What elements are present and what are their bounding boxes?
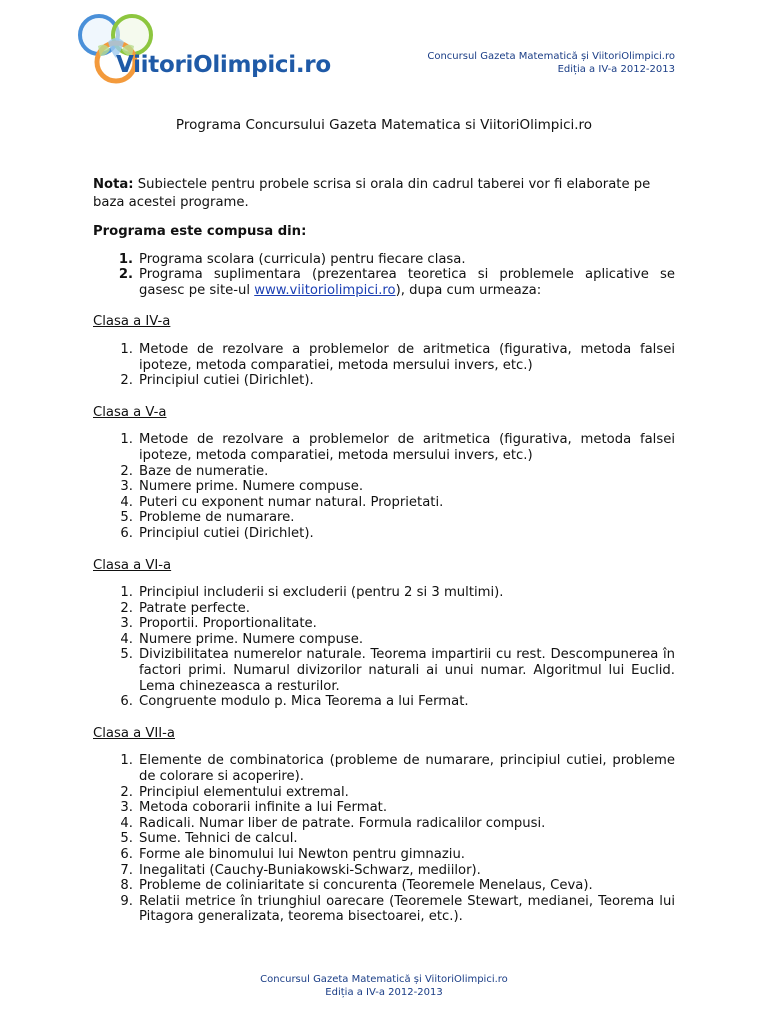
nota-label: Nota: xyxy=(93,177,134,192)
list-item-number: 6. xyxy=(120,694,133,710)
list-item xyxy=(93,526,675,542)
header-line-1: Concursul Gazeta Matematică și ViitoriOlimpici.ro xyxy=(427,51,675,62)
main-item-text: Programa scolara (curricula) pentru fiecare clasa. xyxy=(139,251,466,267)
list-item xyxy=(93,495,675,511)
section-list xyxy=(93,585,675,710)
list-item-text: Principiul elementului extremal. xyxy=(139,784,349,800)
list-item-text: Divizibilitatea numerelor naturale. Teorema impartirii cu rest. Descompunerea în factori primi. Numarul divizorilor naturali ai unui numar. Algoritmul lui Euclid. Lema chinezeasca a resturilor. xyxy=(139,647,675,694)
list-item-text: Metode de rezolvare a problemelor de aritmetica (figurativa, metoda falsei ipoteze, metoda comparatiei, metoda mersului invers, etc.) xyxy=(139,432,675,463)
list-item-text: Proportii. Proportionalitate. xyxy=(139,616,317,632)
list-item xyxy=(93,373,675,389)
list-item-number: 3. xyxy=(120,800,133,816)
list-item-number: 2. xyxy=(120,463,133,479)
page-header xyxy=(427,50,675,76)
list-item-number: 8. xyxy=(120,878,133,894)
list-item xyxy=(93,342,675,373)
list-item-text: Sume. Tehnici de calcul. xyxy=(139,831,298,847)
list-item-number: 1. xyxy=(120,585,133,601)
section-list xyxy=(93,342,675,389)
list-item-text: Metode de rezolvare a problemelor de aritmetica (figurativa, metoda falsei ipoteze, metoda comparatiei, metoda mersului invers, etc.) xyxy=(139,341,675,373)
list-item xyxy=(93,464,675,480)
intro-heading: Programa este compusa din: xyxy=(93,224,307,239)
list-item-text: Forme ale binomului lui Newton pentru gimnaziu. xyxy=(139,847,465,862)
list-item-number: 1. xyxy=(120,341,133,357)
list-item-number: 3. xyxy=(120,616,133,632)
list-item-number: 9. xyxy=(120,893,133,909)
list-item xyxy=(93,694,675,710)
section-title: Clasa a IV-a xyxy=(93,314,171,330)
logo-text: ViitoriOlimpici.ro xyxy=(116,52,331,78)
main-item-text-tail: ), dupa cum urmeaza: xyxy=(395,282,542,298)
list-item xyxy=(93,616,675,632)
list-item-text: Patrate perfecte. xyxy=(139,600,250,616)
list-item xyxy=(93,894,675,925)
footer-line-1: Concursul Gazeta Matematică și ViitoriOlimpici.ro xyxy=(260,974,508,985)
list-item-number: 2. xyxy=(120,784,133,800)
page-footer xyxy=(0,973,768,999)
page-title: Programa Concursului Gazeta Matematica si ViitoriOlimpici.ro xyxy=(175,117,593,133)
list-item-number: 3. xyxy=(120,479,133,495)
main-list-item xyxy=(93,267,675,298)
list-item-text: Probleme de numarare. xyxy=(139,510,295,526)
list-item-text: Baze de numeratie. xyxy=(139,463,269,479)
list-item xyxy=(93,753,675,784)
list-item xyxy=(93,863,675,879)
logo xyxy=(76,12,366,86)
list-item xyxy=(93,510,675,526)
list-item xyxy=(93,632,675,648)
nota-text: Subiectele pentru probele scrisa si orala din cadrul taberei vor fi elaborate pe baza acestei programe. xyxy=(93,177,651,210)
list-item-number: 4. xyxy=(120,815,133,831)
list-item-text: Metoda coborarii infinite a lui Fermat. xyxy=(139,800,388,816)
main-item-number: 1. xyxy=(118,251,133,267)
list-item xyxy=(93,647,675,694)
list-item-number: 7. xyxy=(120,862,133,878)
list-item xyxy=(93,800,675,816)
main-item-number: 2. xyxy=(118,267,133,283)
list-item-number: 2. xyxy=(120,600,133,616)
list-item-number: 4. xyxy=(120,494,133,510)
list-item xyxy=(93,785,675,801)
list-item-text: Radicali. Numar liber de patrate. Formula radicalilor compusi. xyxy=(139,815,546,831)
list-item-text: Numere prime. Numere compuse. xyxy=(139,479,364,495)
list-item xyxy=(93,432,675,463)
document-body xyxy=(93,176,675,941)
footer-line-2: Ediția a IV-a 2012-2013 xyxy=(325,987,443,998)
main-item-text: Programa suplimentara (prezentarea teoretica si problemele aplicative se gasesc pe site-ul xyxy=(139,267,675,298)
sections xyxy=(93,314,675,925)
list-item-number: 5. xyxy=(120,647,133,663)
list-item-text: Principiul includerii si excluderii (pentru 2 si 3 multimi). xyxy=(139,585,504,601)
list-item-text: Principiul cutiei (Dirichlet). xyxy=(139,373,314,389)
section-title: Clasa a VI-a xyxy=(93,557,172,573)
list-item xyxy=(93,601,675,617)
list-item-text: Elemente de combinatorica (probleme de numarare, principiul cutiei, probleme de colorare si acoperire). xyxy=(139,753,675,785)
list-item-number: 6. xyxy=(120,525,133,541)
list-item-text: Relatii metrice în triunghiul oarecare (Teoremele Stewart, medianei, Teorema lui Pitagora generalizata, teorema bisectoarei, etc.). xyxy=(139,893,675,925)
list-item-text: Probleme de coliniaritate si concurenta (Teoremele Menelaus, Ceva). xyxy=(139,878,593,894)
list-item-number: 4. xyxy=(120,631,133,647)
list-item-number: 5. xyxy=(120,510,133,526)
section-list xyxy=(93,432,675,541)
list-item-number: 2. xyxy=(120,373,133,389)
main-list xyxy=(93,252,675,299)
list-item-text: Inegalitati (Cauchy-Buniakowski-Schwarz, mediilor). xyxy=(139,862,481,878)
list-item-text: Congruente modulo p. Mica Teorema a lui Fermat. xyxy=(139,694,469,710)
section-title: Clasa a VII-a xyxy=(93,725,176,741)
list-item xyxy=(93,585,675,601)
list-item-number: 6. xyxy=(120,847,133,862)
list-item xyxy=(93,816,675,832)
list-item-number: 5. xyxy=(120,831,133,847)
list-item-text: Principiul cutiei (Dirichlet). xyxy=(139,525,314,541)
list-item xyxy=(93,847,675,863)
main-list-item xyxy=(93,252,675,268)
list-item-text: Numere prime. Numere compuse. xyxy=(139,631,364,647)
list-item-text: Puteri cu exponent numar natural. Proprietati. xyxy=(139,494,444,510)
list-item-number: 1. xyxy=(120,432,133,448)
section-title: Clasa a V-a xyxy=(93,404,167,420)
section-list xyxy=(93,753,675,925)
list-item xyxy=(93,878,675,894)
list-item xyxy=(93,831,675,847)
nota-paragraph xyxy=(93,176,675,211)
header-line-2: Ediția a IV-a 2012-2013 xyxy=(557,64,675,75)
list-item xyxy=(93,479,675,495)
list-item-number: 1. xyxy=(120,753,133,769)
site-link[interactable]: www.viitoriolimpici.ro xyxy=(254,282,396,298)
